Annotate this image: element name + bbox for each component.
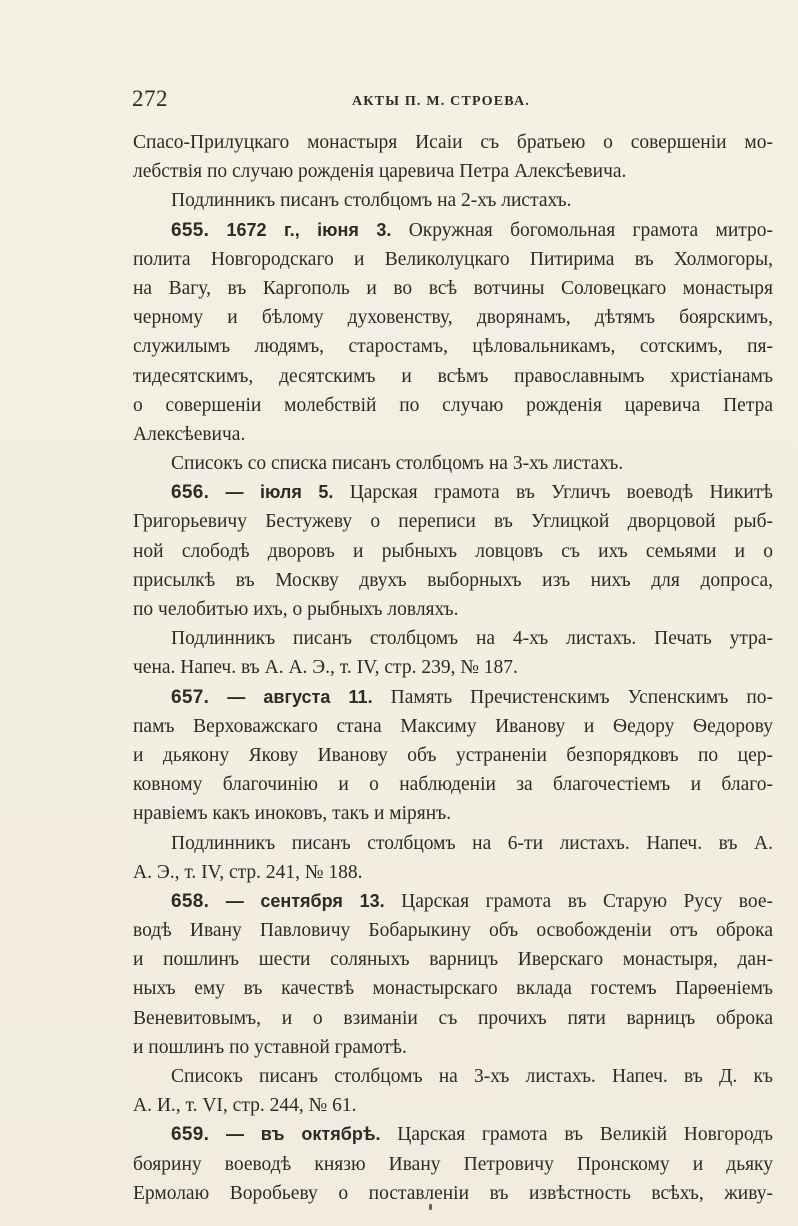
entry-text: Царская грамота въ Старую Русу вое- <box>401 890 773 912</box>
entry-text: Царская грамота въ Угличъ воеводѣ Никитѣ <box>349 482 773 504</box>
text-line: ковному благочинію и о наблюденіи за благочестіемъ и благо- <box>133 774 773 796</box>
running-title: АКТЫ П. М. СТРОЕВА. <box>352 94 530 109</box>
text-line: нравіемъ какъ иноковъ, такъ и мірянъ. <box>133 803 452 825</box>
entry-658-heading <box>133 887 773 916</box>
text-line: полита Новгородскаго и Великолуцкаго Питирима въ Холмогоры, <box>133 248 773 270</box>
page-header <box>132 86 772 116</box>
entry-date: — іюля 5. <box>225 482 334 503</box>
entry-number: 657. <box>171 686 210 708</box>
text-line: лебствія по случаю рожденія царевича Петра Алексѣевича. <box>133 161 627 183</box>
text-line: Алексѣевича. <box>133 423 246 445</box>
source-note: Списокъ писанъ столбцомъ на 3-хъ листахъ. Напеч. въ Д. къ <box>171 1066 773 1087</box>
entry-date: — августа 11. <box>227 686 373 707</box>
text-line: Григорьевичу Бестужеву о переписи въ Углицкой дворцовой рыб- <box>133 511 773 533</box>
entry-text: Окружная богомольная грамота митро- <box>408 219 773 241</box>
text-line: боярину воеводѣ князю Ивану Петровичу Пронскому и дьяку <box>133 1153 773 1175</box>
source-note: Подлинникъ писанъ столбцомъ на 2-хъ листахъ. <box>171 190 572 212</box>
text-line: на Вагу, въ Каргополь и во всѣ вотчины Соловецкаго монастыря <box>133 277 773 299</box>
entry-number: 655. <box>171 219 210 241</box>
entry-655-heading <box>133 216 773 245</box>
text-line: ной слободѣ дворовъ и рыбныхъ ловцовъ съ ихъ семьями и о <box>133 540 773 562</box>
text-line: ныхъ ему въ качествѣ монастырскаго вклада гостемъ Парѳеніемъ <box>133 978 773 1000</box>
text-line: и пошлинъ шести соляныхъ варницъ Иверскаго монастыря, дан- <box>133 949 773 971</box>
text-line: Спасо-Прилуцкаго монастыря Исаіи съ братьею о совершеніи мо- <box>133 132 773 153</box>
entry-657-heading <box>133 683 773 712</box>
entry-number: 659. <box>171 1124 210 1146</box>
text-line: водѣ Ивану Павловичу Бобарыкину объ освобожденіи отъ оброка <box>133 920 773 942</box>
text-line: служилымъ людямъ, старостамъ, цѣловальникамъ, сотскимъ, пя- <box>133 336 773 358</box>
text-line: и пошлинъ по уставной грамотѣ. <box>133 1036 407 1058</box>
entry-text: Царская грамота въ Великій Новгородъ <box>397 1124 773 1146</box>
text-line: Ермолаю Воробьеву о поставленіи въ извѣстность всѣхъ, живу- <box>133 1182 773 1204</box>
text-line: Веневитовымъ, и о взиманіи съ прочихъ пяти варницъ оброка <box>133 1007 773 1029</box>
text-line: о совершеніи молебствій по случаю рожденія царевича Петра <box>133 394 773 416</box>
entry-659-heading <box>133 1120 773 1149</box>
entry-date: — въ октябрѣ. <box>225 1124 381 1145</box>
body-text <box>133 128 773 1208</box>
source-note: Подлинникъ писанъ столбцомъ на 6-ти листахъ. Напеч. въ А. <box>171 832 773 854</box>
entry-number: 656. <box>171 482 210 504</box>
text-line: присылкѣ въ Москву двухъ выборныхъ изъ нихъ для допроса, <box>133 569 773 591</box>
text-line: тидесятскимъ, десятскимъ и всѣмъ православнымъ христіанамъ <box>133 365 773 387</box>
entry-656-heading <box>133 478 773 507</box>
text-line: памъ Верховажскаго стана Максиму Иванову и Ѳедору Ѳедорову <box>133 715 773 737</box>
source-note: А. И., т. VI, стр. 244, № 61. <box>133 1095 357 1117</box>
source-note: Подлинникъ писанъ столбцомъ на 4-хъ листахъ. Печать утра- <box>171 628 773 650</box>
text-line: черному и бѣлому духовенству, дворянамъ, дѣтямъ боярскимъ, <box>133 307 773 329</box>
source-note: А. Э., т. IV, стр. 241, № 188. <box>133 861 363 883</box>
page-number: 272 <box>132 86 168 111</box>
paper-speck <box>429 1204 432 1210</box>
entry-date: 1672 г., іюня 3. <box>226 219 392 240</box>
source-note: Списокъ со списка писанъ столбцомъ на 3-хъ листахъ. <box>171 453 624 475</box>
entry-number: 658. <box>171 890 210 912</box>
entry-text: Память Пречистенскимъ Успенскимъ по- <box>390 686 773 708</box>
text-line: по челобитью ихъ, о рыбныхъ ловляхъ. <box>133 599 459 620</box>
source-note: чена. Напеч. въ А. А. Э., т. IV, стр. 239, № 187. <box>133 657 518 679</box>
text-line: и дьякону Якову Иванову объ устраненіи безпорядковъ по цер- <box>133 744 773 766</box>
entry-date: — сентября 13. <box>225 890 385 911</box>
